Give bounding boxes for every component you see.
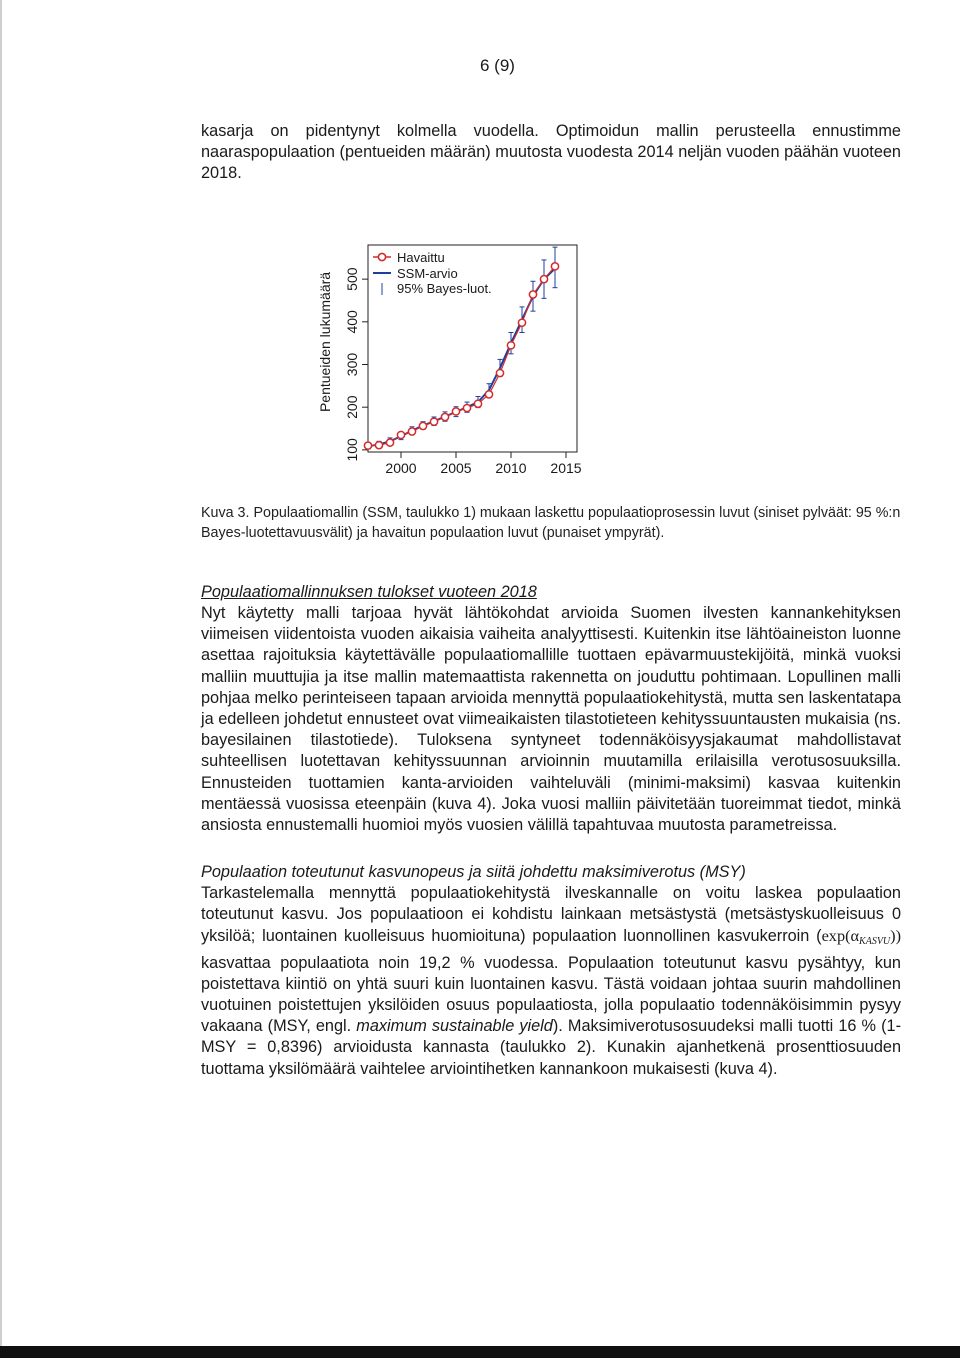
y-tick-label: 200: [344, 395, 360, 419]
y-tick-label: 100: [344, 438, 360, 462]
observed-point: [507, 342, 514, 349]
observed-point: [408, 428, 415, 435]
observed-point: [441, 413, 448, 420]
observed-point: [364, 442, 371, 449]
section1-paragraph: Nyt käytetty malli tarjoaa hyvät lähtökohdat arvioida Suomen ilvesten kannankehityksen viimeisen viidentoista vuoden aikaisia vaiheita analyyttisesti. Kuitenkin itse lähtöaineiston luonne asettaa rajoituksia käytettävälle populaatiomallille tuottaen epävarmuustekijöitä, minkä vuoksi malliin muuttujia ja itse mallin matemaattista rakennetta on jouduttu pohtimaan. Lopullinen malli pohjaa melko perinteiseen tapaan arvioida mennyttä populaatiokehitystä, mutta sen laskentatapa ja edelleen johdetut ennusteet ovat viimeaikaisten tilastotieteen kehityssuuntausten mukaisia (ns. bayesilainen tilastotiede). Tuloksena syntyneet todennäköisyysjakaumat mahdollistavat suhteellisen luotettavan kehityssuunnan arvioinnin muutamilla erilaisilla verotusosuuksilla. Ennusteiden tuottamien kanta-arvioiden vaihteluväli (minimi-maksimi) kasvaa kuitenkin mentäessä vuosissa eteenpäin (kuva 4). Joka vuosi malliin päivitetään tuoreimmat tiedot, minkä ansiosta ennustemalli huomioi myös vuosien välillä tapahtuvaa muutosta parametreissa.: [201, 604, 901, 835]
intro-paragraph: kasarja on pidentynyt kolmella vuodella. Optimoidun mallin perusteella ennustimme naaraspopulaation (pentueiden määrän) muutosta vuodesta 2014 neljän vuoden päähän vuoteen 2018.: [201, 122, 901, 183]
section2-text-c: ). Maksimiverotusosuudeksi malli tuotti 16 % (1-MSY = 0,8396) arvioidusta kannasta (taulukko 2). Kunakin ajanhetkenä prosenttiosuuden tuottama yksilömäärä vaihtelee arviointihetken kannankoon mukaisesti (kuva 4).: [201, 1017, 901, 1078]
observed-point: [529, 291, 536, 298]
y-axis-label: Pentueiden lukumäärä: [317, 271, 333, 413]
formula-end: )): [890, 926, 901, 946]
population-chart: [0, 0, 960, 500]
observed-point: [540, 276, 547, 283]
observed-point: [452, 408, 459, 415]
x-tick-label: 2000: [385, 460, 417, 476]
observed-point: [430, 418, 437, 425]
observed-point: [463, 404, 470, 411]
observed-point: [397, 431, 404, 438]
y-tick-label: 500: [344, 267, 360, 291]
observed-point: [419, 422, 426, 429]
legend: [373, 250, 492, 296]
msy-term: maximum sustainable yield: [356, 1017, 553, 1036]
legend-observed-label: Havaittu: [397, 250, 445, 265]
legend-ci-label: 95% Bayes-luot.: [397, 281, 492, 296]
x-tick-label: 2015: [550, 460, 582, 476]
figure-caption: Kuva 3. Populaatiomallin (SSM, taulukko 1) mukaan laskettu populaatioprosessin luvut (siniset pylväät: 95 %:n Bayes-luotettavuusvälit) ja havaitun populaation luvut (punaiset ympyrät).: [201, 505, 901, 541]
y-tick-label: 400: [344, 310, 360, 334]
scan-bottom-edge: [0, 1346, 960, 1358]
observed-point: [485, 391, 492, 398]
y-tick-label: 300: [344, 352, 360, 377]
observed-point: [518, 319, 525, 326]
legend-ssm-label: SSM-arvio: [397, 266, 458, 281]
x-tick-label: 2005: [440, 460, 472, 476]
section2-text-a: Tarkastelemalla mennyttä populaatiokehitystä ilveskannalle on voitu laskea populaation toteutunut kasvu. Jos populaatioon ei kohdistu lainkaan metsästystä (metsästyskuolleisuus 0 yksilöä; luontainen kuolleisuus huomioituna) populaation luonnollinen kasvukerroin (: [201, 884, 901, 946]
observed-point: [474, 400, 481, 407]
section2-text-b: kasvattaa populaatiota noin 19,2 % vuodessa. Populaation toteutunut kasvu pysähtyy, kun poistettava kiintiö on yhtä suuri kuin luontainen kasvu. Tästä voidaan johtaa suurin mahdollinen vuotuinen poistettujen yksilöiden osuus populaatiosta, jolla populaatio todennäköisimmin pysyy vakaana (MSY, engl.: [201, 953, 901, 1036]
section2-title: Populaation toteutunut kasvunopeus ja siitä johdettu maksimiverotus (MSY): [201, 863, 746, 881]
observed-point: [496, 369, 503, 376]
observed-point: [375, 442, 382, 449]
formula-subscript: KASVU: [859, 936, 891, 948]
observed-point: [386, 439, 393, 446]
page-number: 6 (9): [480, 56, 515, 75]
formula-main: exp(α: [821, 926, 860, 946]
observed-point: [551, 263, 558, 270]
growth-formula: [821, 926, 901, 948]
x-tick-label: 2010: [495, 460, 527, 476]
section2-paragraph: [201, 883, 901, 1080]
section1-title: Populaatiomallinnuksen tulokset vuoteen 2018: [201, 583, 537, 601]
legend-observed-marker: [378, 253, 385, 260]
